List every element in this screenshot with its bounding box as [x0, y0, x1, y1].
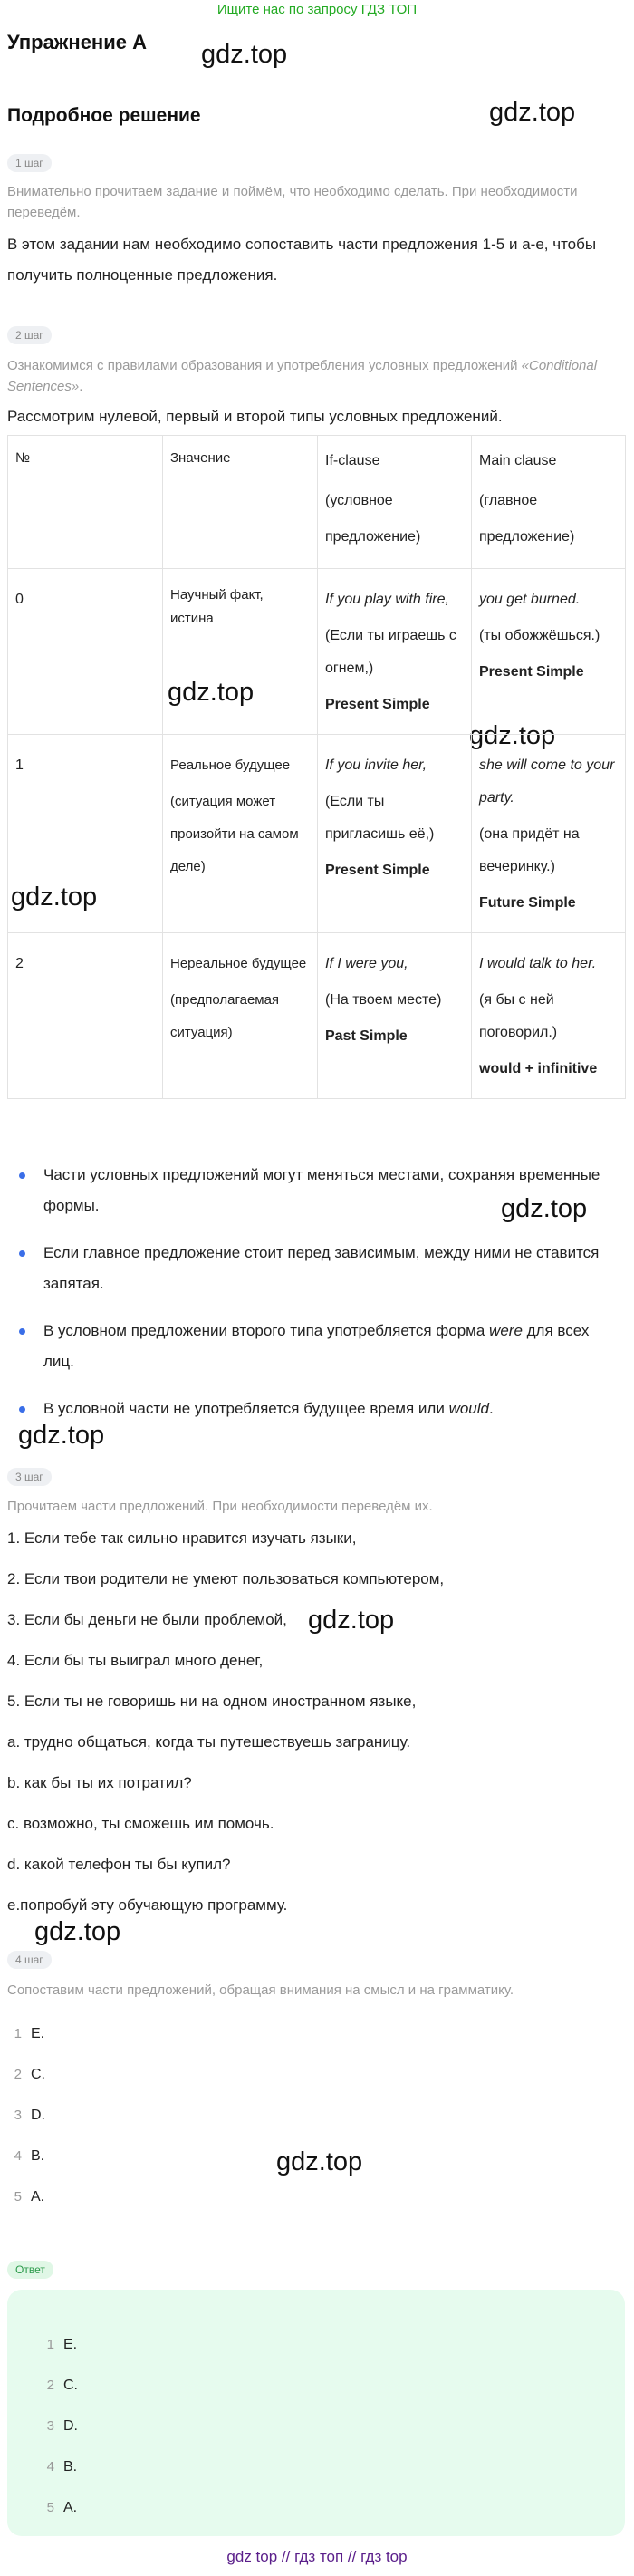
step-instruction: Сопоставим части предложений, обращая внимания на смысл и на грамматику.	[7, 1983, 514, 1998]
note-term: would	[448, 1400, 489, 1417]
note-text: для всех лиц.	[43, 1322, 590, 1370]
item-value: C.	[63, 2378, 78, 2393]
watermark: gdz.top	[34, 1917, 121, 1946]
note-text: .	[488, 1400, 494, 1417]
list-item	[40, 2324, 583, 2365]
main-example: she will come to your party.	[479, 757, 615, 806]
item-value: A.	[63, 2500, 78, 2515]
step-instruction	[7, 355, 623, 397]
list-item: d. какой телефон ты бы купил?	[7, 1856, 231, 1873]
item-number: 2	[14, 2067, 22, 2082]
row-meaning	[163, 933, 318, 1099]
page-title: Упражнение A	[7, 31, 147, 53]
list-item	[7, 1394, 623, 1424]
list-item	[7, 2054, 623, 2095]
if-translation: (Если ты пригласишь её,)	[325, 794, 435, 842]
list-item	[40, 2487, 583, 2528]
watermark: gdz.top	[18, 1421, 105, 1450]
list-item	[7, 1316, 623, 1377]
step-instruction: Внимательно прочитаем задание и поймём, что необходимо сделать. При необходимости переведём.	[7, 184, 578, 220]
row-num: 1	[8, 735, 163, 933]
list-item: 2. Если твои родители не умеют пользоваться компьютером,	[7, 1570, 445, 1587]
main-tense: Future Simple	[479, 895, 576, 911]
table-row	[8, 933, 626, 1099]
row-main-clause	[472, 569, 626, 735]
table-row	[8, 735, 626, 933]
watermark: gdz.top	[469, 721, 556, 750]
row-main-clause	[472, 933, 626, 1099]
footer-links[interactable]: gdz top // гдз топ // гдз top	[226, 2548, 408, 2565]
row-if-clause	[318, 569, 472, 735]
main-tense: Present Simple	[479, 664, 584, 680]
watermark: gdz.top	[501, 1194, 588, 1223]
list-item	[7, 1238, 623, 1299]
step-instruction: Прочитаем части предложений. При необходимости переведём их.	[7, 1499, 433, 1514]
watermark: gdz.top	[201, 40, 288, 69]
header-if-note: (условное предложение)	[325, 493, 421, 545]
list-item: 5. Если ты не говоришь ни на одном иностранном языке,	[7, 1693, 417, 1710]
item-value: C.	[31, 2067, 45, 2082]
header-if-title: If-clause	[325, 453, 380, 468]
meaning-note: (ситуация может произойти на самом деле)	[170, 794, 299, 874]
list-item	[7, 2176, 623, 2217]
row-if-clause	[318, 933, 472, 1099]
item-value: E.	[63, 2337, 78, 2352]
main-translation: (ты обожжёшься.)	[479, 628, 600, 643]
rules-notes-list	[7, 1160, 623, 1441]
meaning-text: Нереальное будущее	[170, 956, 307, 971]
step-badge: 4 шаг	[7, 1951, 52, 1969]
if-example: If you invite her,	[325, 757, 427, 773]
if-translation: (На твоем месте)	[325, 992, 442, 1008]
item-number: 4	[46, 2459, 54, 2475]
list-item: 1. Если тебе так сильно нравится изучать языки,	[7, 1529, 357, 1547]
answer-badge: Ответ	[7, 2261, 53, 2279]
row-if-clause	[318, 735, 472, 933]
watermark: gdz.top	[308, 1606, 395, 1635]
item-number: 3	[46, 2418, 54, 2434]
list-item	[7, 2013, 623, 2054]
item-number: 4	[14, 2148, 22, 2164]
list-item	[40, 2446, 583, 2487]
header-meaning: Значение	[163, 436, 318, 569]
list-item: e.попробуй эту обучающую программу.	[7, 1896, 288, 1914]
list-item	[7, 1160, 623, 1221]
item-value: A.	[31, 2189, 45, 2205]
if-example: If I were you,	[325, 956, 408, 971]
watermark: gdz.top	[168, 678, 255, 707]
if-tense: Present Simple	[325, 863, 430, 878]
header-main-note: (главное предложение)	[479, 493, 575, 545]
if-tense: Present Simple	[325, 697, 430, 712]
row-meaning	[163, 569, 318, 735]
meaning-text: Научный факт, истина	[170, 587, 264, 626]
instruction-term: «Conditional Sentences»	[7, 358, 598, 394]
list-item: b. как бы ты их потратил?	[7, 1774, 192, 1791]
if-translation: (Если ты играешь с огнем,)	[325, 628, 456, 676]
item-number: 2	[46, 2378, 54, 2393]
list-item: 3. Если бы деньги не были проблемой,	[7, 1611, 287, 1628]
solution-subtitle: Подробное решение	[7, 105, 201, 126]
step-text: В этом задании нам необходимо сопоставить части предложения 1-5 и a-e, чтобы получить полноценные предложения.	[7, 236, 597, 284]
instruction-end: .	[79, 379, 83, 394]
row-num: 0	[8, 569, 163, 735]
main-translation: (я бы с ней поговорил.)	[479, 992, 558, 1040]
list-item	[40, 2365, 583, 2406]
note-text: Части условных предложений могут меняться местами, сохраняя временные формы.	[43, 1166, 600, 1214]
note-term: were	[489, 1322, 523, 1339]
meaning-text: Реальное будущее	[170, 757, 291, 773]
search-banner: Ищите нас по запросу ГДЗ ТОП	[216, 2, 418, 17]
step-text: Рассмотрим нулевой, первый и второй типы условных предложений.	[7, 408, 503, 425]
list-item: a. трудно общаться, когда ты путешествуешь заграницу.	[7, 1733, 411, 1751]
item-value: B.	[63, 2459, 78, 2475]
item-number: 3	[14, 2108, 22, 2123]
answer-list	[40, 2324, 583, 2528]
step-badge: 2 шаг	[7, 326, 52, 344]
step-badge: 1 шаг	[7, 154, 52, 172]
item-value: D.	[31, 2108, 45, 2123]
item-value: E.	[31, 2026, 45, 2041]
item-value: B.	[31, 2148, 45, 2164]
table-row	[8, 569, 626, 735]
list-item: c. возможно, ты сможешь им помочь.	[7, 1815, 274, 1832]
sentence-parts-list	[7, 1518, 632, 1925]
item-number: 1	[14, 2026, 22, 2041]
matching-list	[7, 2013, 623, 2217]
main-translation: (она придёт на вечеринку.)	[479, 826, 580, 874]
list-item	[7, 2136, 623, 2176]
list-item: 4. Если бы ты выиграл много денег,	[7, 1652, 264, 1669]
table-header-row	[8, 436, 626, 569]
bullet-icon	[19, 1172, 25, 1179]
row-meaning	[163, 735, 318, 933]
item-value: D.	[63, 2418, 78, 2434]
item-number: 5	[14, 2189, 22, 2205]
bullet-icon	[19, 1406, 25, 1413]
bullet-icon	[19, 1250, 25, 1257]
header-main-title: Main clause	[479, 453, 557, 468]
header-if-clause	[318, 436, 472, 569]
item-number: 5	[46, 2500, 54, 2515]
row-main-clause	[472, 735, 626, 933]
header-main-clause	[472, 436, 626, 569]
watermark: gdz.top	[276, 2147, 363, 2176]
main-example: you get burned.	[479, 592, 581, 607]
bullet-icon	[19, 1328, 25, 1335]
note-text: В условной части не употребляется будущее время или	[43, 1400, 449, 1417]
row-num: 2	[8, 933, 163, 1099]
main-tense: would + infinitive	[479, 1061, 598, 1076]
if-example: If you play with fire,	[325, 592, 449, 607]
main-example: I would talk to her.	[479, 956, 597, 971]
step-badge: 3 шаг	[7, 1468, 52, 1486]
watermark: gdz.top	[11, 883, 98, 912]
instruction-text: Ознакомимся с правилами образования и употребления условных предложений	[7, 358, 522, 373]
meaning-note: (предполагаемая ситуация)	[170, 992, 280, 1040]
header-num: №	[8, 436, 163, 569]
note-text: В условном предложении второго типа употребляется форма	[43, 1322, 490, 1339]
if-tense: Past Simple	[325, 1028, 408, 1044]
watermark: gdz.top	[489, 98, 576, 127]
note-text: Если главное предложение стоит перед зависимым, между ними не ставится запятая.	[43, 1244, 600, 1292]
conditionals-table	[7, 435, 626, 1099]
list-item	[7, 2095, 623, 2136]
item-number: 1	[46, 2337, 54, 2352]
list-item	[40, 2406, 583, 2446]
